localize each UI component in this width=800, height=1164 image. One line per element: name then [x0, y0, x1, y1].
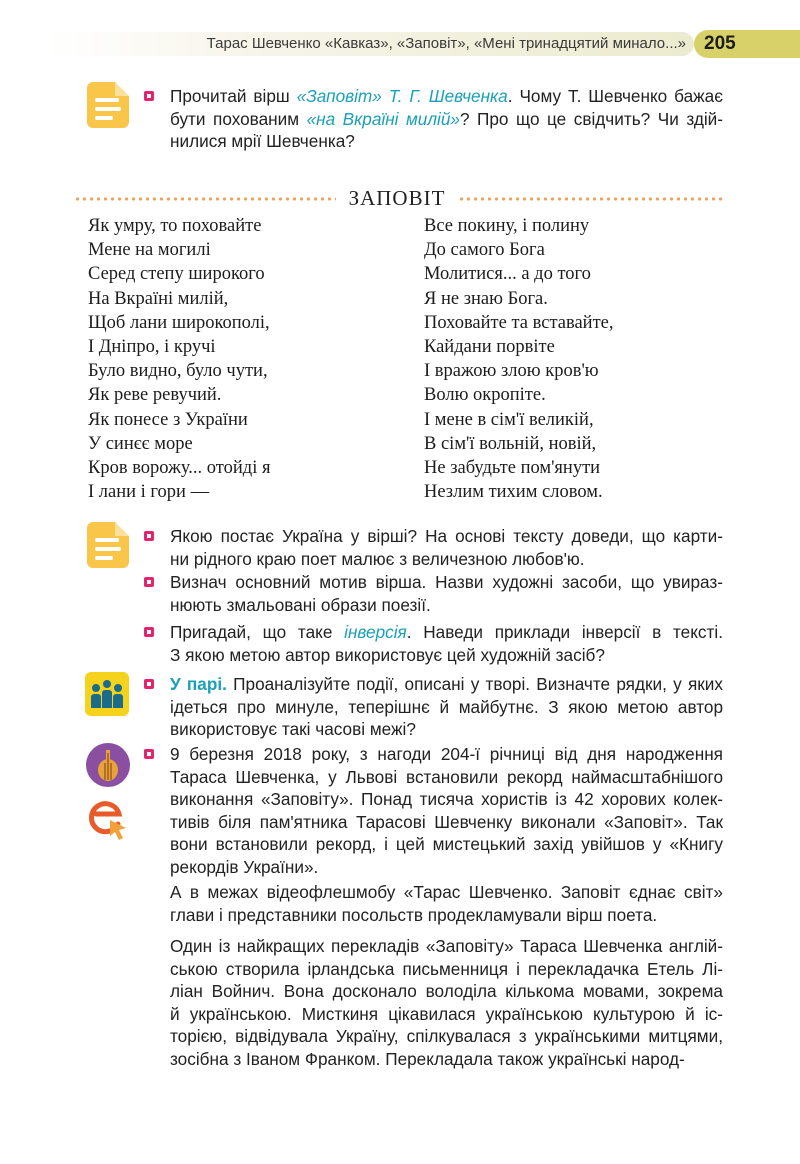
bullet-marker: [144, 577, 154, 587]
poem-line: В сім'ї вольній, новій,: [424, 433, 597, 454]
pair-label: У парі.: [170, 674, 227, 694]
text-line: використовує такі часові межі?: [170, 719, 416, 739]
document-task-icon: [87, 82, 129, 128]
text-line: ідеться про минуле, теперішнє й майбутнє. З якою метою автор: [170, 696, 723, 717]
bullet-marker: [144, 749, 154, 759]
poem-title-row: [74, 186, 726, 212]
text-line: З якою метою автор використовує цей художній засіб?: [170, 644, 605, 665]
dotted-divider: [74, 197, 336, 201]
text-line: вони встановили рекорд, і цей мистецький захід увійшов у «Книгу: [170, 834, 723, 854]
text-line: 9 березня 2018 року, з нагоди 204-ї річниці від дня народження: [170, 744, 723, 764]
poem-line: І Дніпро, і кручі: [88, 337, 216, 358]
question-ukraine-image: [170, 525, 723, 570]
task-read-poem: [170, 85, 723, 153]
bandura-icon: [86, 743, 130, 787]
poem-line: Все покину, і полину: [424, 216, 590, 236]
question-main-motive: [170, 571, 723, 616]
poem-title: ЗАПОВІТ: [348, 186, 446, 210]
dotted-divider: [458, 197, 726, 201]
poem-column-right: [424, 214, 614, 504]
poem-line: Кайдани порвіте: [424, 337, 555, 358]
poem-line: Поховайте та вставайте,: [424, 312, 614, 333]
e-resource-icon[interactable]: [84, 796, 130, 842]
poem-line: Щоб лани широкополі,: [88, 312, 270, 333]
bullet-marker: [144, 531, 154, 541]
poem-line: Мене на могилі: [88, 240, 211, 261]
poem-line: У синєє море: [88, 433, 193, 454]
poem-line: І вражою злою кров'ю: [424, 361, 599, 382]
text-line: Тараса Шевченка, у Львові встановили рекорд наймасштабнішого: [170, 766, 723, 787]
question-inversion: [170, 621, 723, 666]
poem-line: Як реве ревучий.: [88, 385, 222, 406]
text-line: виконання «Заповіту». Понад тисяча хористів із 42 хорових колек-: [170, 789, 723, 809]
poem-line: Як понесе з України: [88, 409, 248, 430]
text-line: Один із найкращих перекладів «Заповіту» Тараса Шевченка англій-: [170, 936, 723, 956]
text-line: нюють змальовані образи поезії.: [170, 594, 431, 615]
text-line: бути похованим «на Вкраїні милій»? Про що це свідчить? Чи здій-: [170, 108, 723, 129]
text-line: ни рідного краю поет малює з величезною любов'ю.: [170, 548, 585, 569]
text-line: тивів біля пам'ятника Тарасові Шевченку виконали «Заповіт». Так: [170, 811, 723, 832]
bullet-marker: [144, 679, 154, 689]
pair-task: [170, 673, 723, 741]
poem-line: Не забудьте пом'янути: [424, 458, 601, 479]
text-line: й українською. Мисткиня цікавилася українською культурою й іс-: [170, 1003, 723, 1024]
bullet-marker: [144, 91, 154, 101]
text-line: Пригадай, що таке інверсія. Наведи приклади інверсії в тексті.: [170, 622, 723, 642]
text-line: Якою постає Україна у вірші? На основі тексту доведи, що карти-: [170, 526, 723, 546]
poem-line: Було видно, було чути,: [88, 361, 268, 382]
text-line: У парі. Проаналізуйте події, описані у творі. Визначте рядки, у яких: [170, 674, 723, 694]
info-translation-paragraph: [170, 935, 723, 1070]
poem-column-left: [88, 214, 270, 504]
bullet-marker: [144, 627, 154, 637]
text-line: А в межах відеофлешмобу «Тарас Шевченко. Заповіт єднає світ»: [170, 882, 723, 902]
text-line: ською створила ірландська письменниця і перекладачка Етель Лі-: [170, 958, 723, 979]
info-record-paragraph: [170, 743, 723, 878]
document-task-icon: [87, 522, 129, 568]
poem-line: Я не знаю Бога.: [424, 288, 548, 309]
poem-line: Незлим тихим словом.: [424, 482, 603, 503]
poem-line: Як умру, то поховайте: [88, 216, 262, 236]
pair-work-icon: [85, 672, 129, 716]
poem-line: Волю окропіте.: [424, 385, 546, 406]
poem-line: На Вкраїні милій,: [88, 288, 229, 309]
poem-line: І мене в сім'ї великій,: [424, 409, 594, 430]
poem-line: І лани і гори —: [88, 482, 210, 503]
poem-line: Молитися... а до того: [424, 264, 591, 285]
poem-line: До самого Бога: [424, 240, 545, 261]
text-line: нилися мрії Шевченка?: [170, 131, 355, 151]
poem-line: Кров ворожу... отойді я: [88, 458, 271, 479]
text-line: зосібна з Іваном Франком. Перекладала також українські народ-: [170, 1048, 685, 1069]
text-line: глави і представники посольств продекламували вірш поета.: [170, 904, 658, 925]
text-line: торією, відвідувала Україну, спілкувалася з українськими митцями,: [170, 1026, 723, 1046]
text-line: Прочитай вірш «Заповіт» Т. Г. Шевченка. Чому Т. Шевченко бажає: [170, 86, 723, 106]
page-number: 205: [694, 30, 800, 58]
running-title: Тарас Шевченко «Кавказ», «Заповіт», «Мені тринадцятий минало...»: [206, 35, 686, 52]
poem-line: Серед степу широкого: [88, 264, 265, 285]
text-line: рекордів України».: [170, 856, 319, 877]
text-line: Визнач основний мотив вірша. Назви художні засоби, що увираз-: [170, 572, 723, 592]
text-line: ліан Войнич. Вона досконало володіла кількома мовами, зокрема: [170, 981, 723, 1001]
info-flashmob-paragraph: [170, 881, 723, 926]
